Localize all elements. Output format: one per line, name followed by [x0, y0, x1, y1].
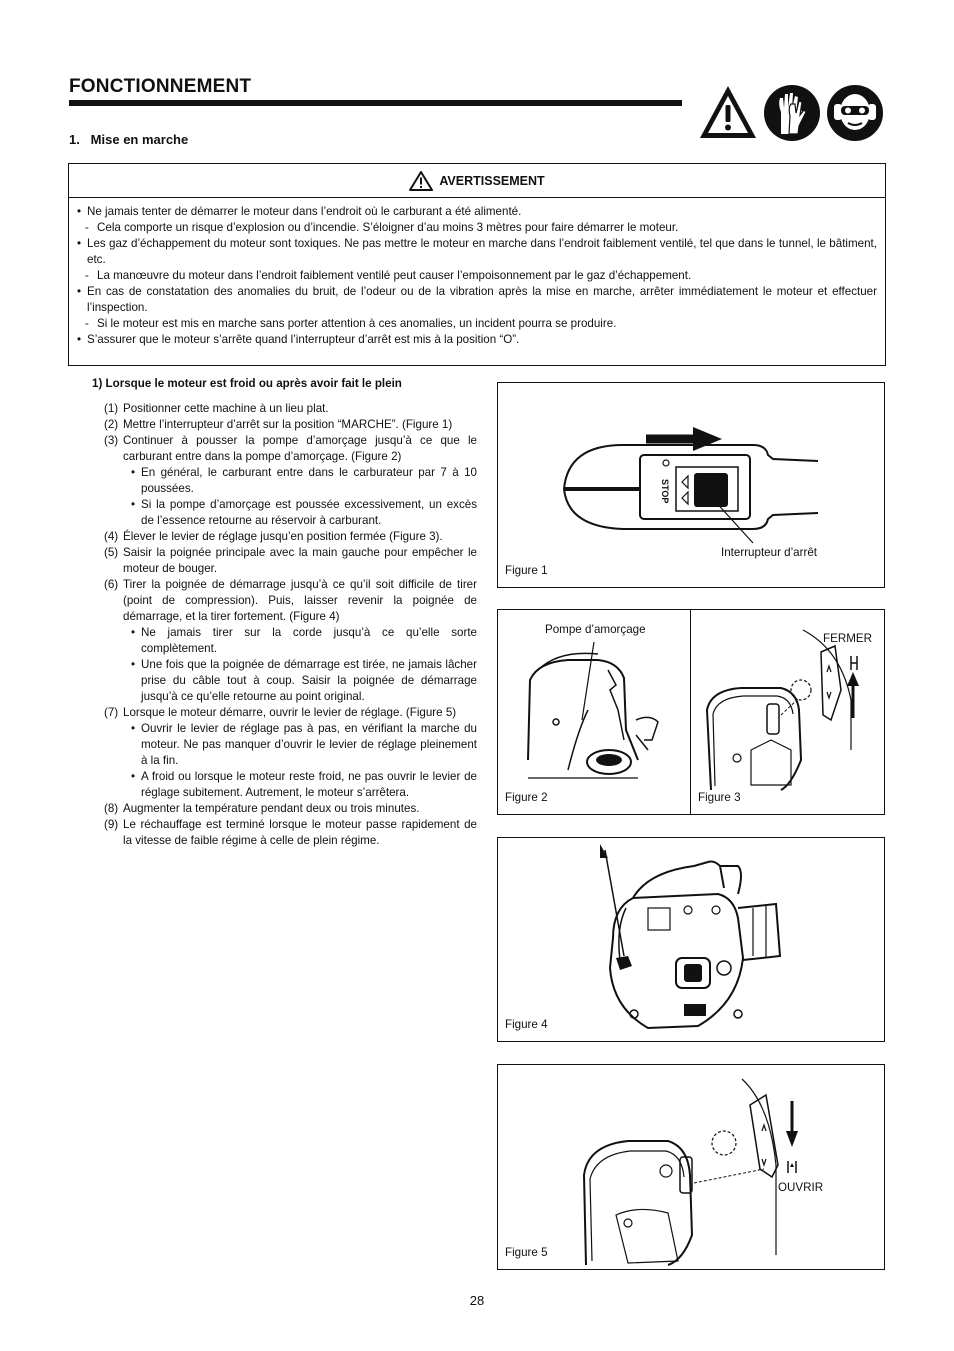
procedure-title: 1) Lorsque le moteur est froid ou après avoir fait le plein	[92, 377, 402, 390]
fig1-label: Figure 1	[505, 564, 548, 577]
switch-stop-text: STOP	[660, 479, 670, 504]
warning-item: • S’assurer que le moteur s’arrête quand l’interrupteur d’arrêt est mis à la position “O”.	[77, 333, 520, 346]
figure-4	[497, 837, 885, 1042]
step: (4) Élever le levier de réglage jusqu’en position fermée (Figure 3).	[104, 530, 443, 543]
warning-item: • En cas de constatation des anomalies du bruit, de l’odeur ou de la vibration après la mise en marche, arrêter immédiatement le moteur et effectuer l’inspection.	[77, 285, 877, 314]
stop-switch-illustration	[498, 383, 884, 587]
primer-pump-illustration	[498, 610, 690, 814]
step-bullet: • Ouvrir le levier de réglage pas à pas, en vérifiant la marche du moteur. Ne pas manquer d’ouvrir le levier de réglage pleinement à la fin.	[131, 722, 477, 767]
fig4-label: Figure 4	[505, 1018, 548, 1031]
fig2-label: Figure 2	[505, 791, 548, 804]
eye-ear-protection-icon	[827, 85, 883, 141]
step: (9) Le réchauffage est terminé lorsque le moteur passe rapidement de la vitesse de faible régime à celle de plein régime.	[104, 818, 477, 847]
page-title: FONCTIONNEMENT	[69, 76, 252, 97]
warning-body	[69, 198, 885, 348]
warning-title: AVERTISSEMENT	[439, 173, 545, 188]
warning-subitem: - La manœuvre du moteur dans l’endroit faiblement ventilé peut causer l’empoisonnement par le gaz d’échappement.	[85, 269, 692, 282]
step-bullet: • Si la pompe d’amorçage est poussée excessivement, un excès de l’essence retourne au réservoir à carburant.	[131, 498, 477, 527]
fig3-callout: FERMER	[823, 632, 872, 645]
title-rule	[69, 100, 682, 106]
warning-subitem: - Cela comporte un risque d’explosion ou d’incendie. S’éloigner d’au moins 3 mètres pour faire démarrer le moteur.	[85, 221, 679, 234]
figure-2-3	[497, 609, 885, 815]
warning-item: • Ne jamais tenter de démarrer le moteur dans l’endroit où le carburant a été alimenté.	[77, 205, 522, 218]
fig1-callout: Interrupteur d’arrêt	[721, 546, 818, 559]
fig5-callout: OUVRIR	[778, 1181, 824, 1194]
step: (7) Lorsque le moteur démarre, ouvrir le levier de réglage. (Figure 5)	[104, 706, 457, 719]
step: (8) Augmenter la température pendant deux ou trois minutes.	[104, 802, 420, 815]
fig5-label: Figure 5	[505, 1246, 548, 1259]
fig3-label: Figure 3	[698, 791, 741, 804]
fig2-callout: Pompe d’amorçage	[545, 623, 646, 636]
step: (5) Saisir la poignée principale avec la main gauche pour empêcher le moteur de bouger.	[104, 546, 477, 575]
step-bullet: • Ne jamais tirer sur la corde jusqu’à ce qu’elle sorte complètement.	[131, 626, 477, 655]
figure-1	[497, 382, 885, 588]
step-bullet: • A froid ou lorsque le moteur reste froid, ne pas ouvrir le levier de réglage subitement. Autrement, le moteur s’arrêtera.	[131, 770, 477, 799]
warning-subitem: - Si le moteur est mis en marche sans porter attention à ces anomalies, un incident pourra se produire.	[85, 317, 617, 330]
gloves-icon	[764, 85, 820, 141]
step: (6) Tirer la poignée de démarrage jusqu’à ce qu’il soit difficile de tirer (point de compression). Puis, laisser revenir la poignée de démarrage, et la tirer fortement. (Figure 4)	[104, 578, 477, 623]
page-number: 28	[469, 1293, 485, 1308]
starter-pull-illustration	[498, 838, 884, 1041]
step: (3) Continuer à pousser la pompe d’amorçage jusqu’à ce que le carburant entre dans la pompe d’amorçage. (Figure 2)	[104, 434, 477, 463]
step: (2) Mettre l’interrupteur d’arrêt sur la position “MARCHE”. (Figure 1)	[104, 418, 453, 431]
choke-lever-open-illustration	[498, 1065, 884, 1269]
safety-icons	[698, 82, 888, 144]
step-bullet: • Une fois que la poignée de démarrage est tirée, ne jamais lâcher prise du câble tout à coup. Saisir la poignée de démarrage jusqu’à ce qu’elle retourne au point original.	[131, 658, 477, 703]
section-title: 1. Mise en marche	[69, 132, 189, 147]
procedure-steps	[104, 401, 477, 849]
step-bullet: • En général, le carburant entre dans le carburateur par 7 à 10 poussées.	[131, 466, 477, 495]
warning-triangle-icon	[700, 86, 756, 138]
warning-item: • Les gaz d’échappement du moteur sont toxiques. Ne pas mettre le moteur en marche dans l’endroit faiblement ventilé, tel que dans le tunnel, le bâtiment, etc.	[77, 237, 877, 266]
warning-triangle-icon	[409, 171, 433, 191]
figure-5	[497, 1064, 885, 1270]
warning-box	[68, 163, 886, 366]
warning-header	[69, 164, 885, 198]
step: (1) Positionner cette machine à un lieu plat.	[104, 402, 329, 415]
